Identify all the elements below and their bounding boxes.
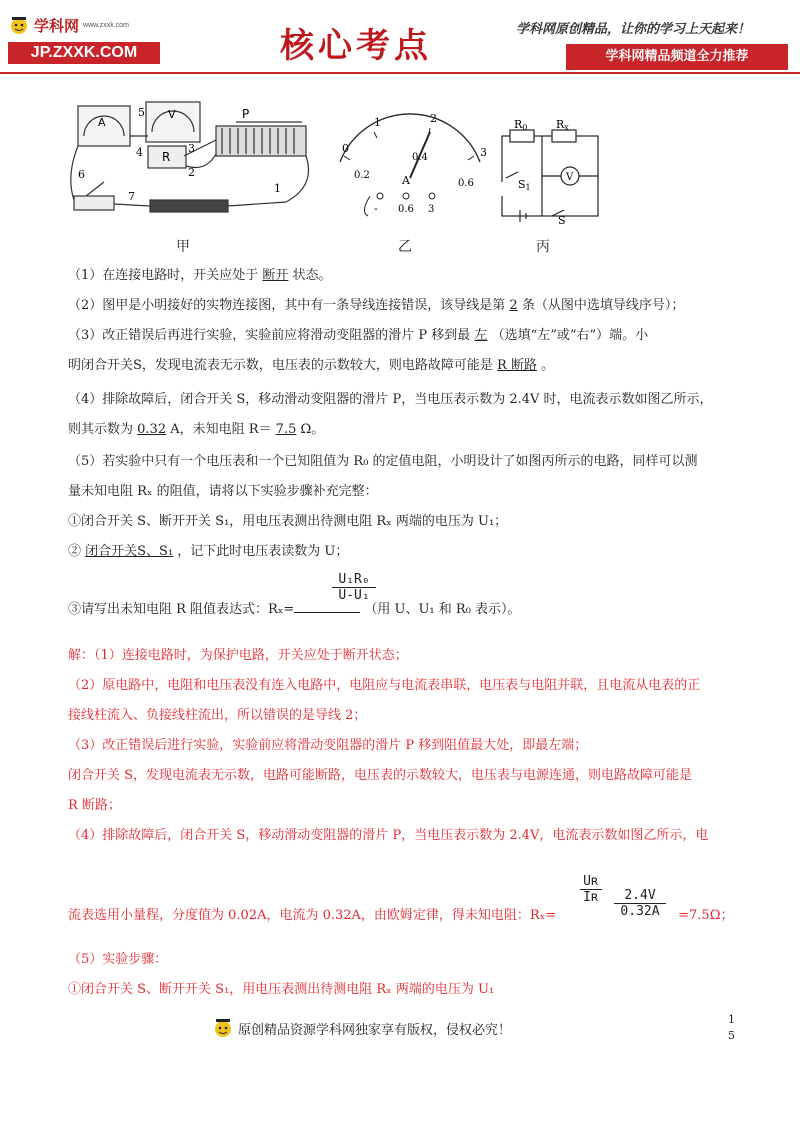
scale-top-0: 0: [342, 142, 349, 155]
solution-3c: R 断路；: [68, 798, 121, 813]
solution-2b: 接线柱流入、负接线柱流出，所以错误的是导线 2；: [68, 708, 367, 723]
answer-3b: R 断路: [497, 358, 537, 373]
question-5b: 量未知电阻 Rₓ 的阻值，请将以下实验步骤补充完整：: [68, 484, 378, 499]
solution-4b: 流表选用小量程，分度值为 0.02A，电流为 0.32A，由欧姆定律，得未知电阻：Rₓ= =7.5Ω；: [68, 908, 734, 923]
answer-2: 2: [509, 298, 518, 313]
solution-5: （5）实验步骤：: [68, 952, 168, 967]
question-3: （3）改正错误后再进行实验，实验前应将滑动变阻器的滑片 P 移到最 左 （选填“左”或“右”）端。小: [68, 328, 649, 343]
wire-7-label: 7: [128, 190, 135, 203]
figure-jia-circuit: [66, 96, 326, 226]
scale-top-3: 3: [480, 146, 487, 159]
answer-5-step2: 闭合开关S、S₁: [85, 544, 174, 559]
formula-ur-ir: Uʀ Iʀ: [580, 874, 602, 905]
question-4b: 则其示数为 0.32 A，未知电阻 R＝ 7.5 Ω。: [68, 422, 325, 437]
scale-top-1: 1: [374, 116, 381, 129]
wire-3-label: 3: [188, 142, 195, 155]
scale-bottom-1: 0.4: [412, 152, 428, 163]
terminal-0-6: 0.6: [398, 204, 414, 215]
resistor-label: R: [162, 150, 171, 164]
question-2: （2）图甲是小明接好的实物连接图，其中有一条导线连接错误，该导线是第 2 条（从图中选填导线序号）；: [68, 298, 685, 313]
voltmeter-symbol: V: [566, 172, 574, 183]
answer-1: 断开: [262, 268, 289, 283]
wire-4-label: 4: [136, 146, 143, 159]
header-banner[interactable]: 学科网精品频道全力推荐: [566, 44, 788, 70]
r0-label: R0: [514, 118, 528, 132]
wire-6-label: 6: [78, 168, 85, 181]
formula-values: 2.4V 0.32A: [614, 888, 666, 919]
footer: [212, 1016, 511, 1040]
question-3b: 明闭合开关S，发现电流表无示数，电压表的示数较大，则电路故障可能是 R 断路 。: [68, 358, 555, 373]
mascot-icon: [212, 1016, 234, 1040]
solution-1: 解：（1）连接电路时，为保护电路，开关应处于断开状态；: [68, 648, 408, 663]
caption-jia: 甲: [176, 239, 190, 255]
logo-badge: JP.ZXXK.COM: [8, 42, 160, 64]
voltmeter-label: V: [168, 108, 176, 121]
s-label: S: [558, 214, 566, 226]
caption-bing: 丙: [536, 239, 550, 255]
solution-3a: （3）改正错误后进行实验，实验前应将滑动变阻器的滑片 P 移到阻值最大处，即最左端；: [68, 738, 588, 753]
answer-3: 左: [474, 328, 488, 343]
header-divider: [0, 72, 800, 74]
scale-bottom-0: 0.2: [354, 170, 370, 181]
wire-2-label: 2: [188, 166, 195, 179]
wire-5-label: 5: [138, 106, 145, 119]
s1-label: S1: [518, 178, 531, 192]
answer-4-resistance: 7.5: [275, 422, 297, 437]
page-title: 核心考点: [280, 26, 432, 66]
footer-copyright: 原创精品资源学科网独家享有版权，侵权必究！: [238, 1022, 512, 1038]
solution-3b: 闭合开关 S，发现电流表无示数，电路可能断路，电压表的示数较大，电压表与电源连通，则电路故障可能是: [68, 768, 693, 783]
figure-bing-schematic: [496, 116, 606, 226]
ammeter-unit: A: [402, 174, 410, 187]
question-5-step2: ② 闭合开关S、S₁ ，记下此时电压表读数为 U；: [68, 544, 349, 559]
question-4a: （4）排除故障后，闭合开关 S，移动滑动变阻器的滑片 P，当电压表示数为 2.4V 时，电流表示数如图乙所示，: [68, 392, 713, 407]
caption-yi: 乙: [398, 239, 412, 255]
formula-rx: U₁R₀ U-U₁: [332, 572, 376, 603]
solution-4a: （4）排除故障后，闭合开关 S，移动滑动变阻器的滑片 P，当电压表示数为 2.4V，电流表示数如图乙所示，电: [68, 828, 709, 843]
page-number: 1 5: [728, 1013, 735, 1042]
question-5a: （5）若实验中只有一个电压表和一个已知阻值为 R₀ 的定值电阻，小明设计了如图丙所示的电路，同样可以测: [68, 454, 698, 469]
answer-4-current: 0.32: [137, 422, 167, 437]
question-1: （1）在连接电路时，开关应处于 断开 状态。: [68, 268, 332, 283]
slider-label: P: [242, 107, 250, 121]
logo-url: www.zxxk.com: [83, 21, 129, 29]
logo-name: 学科网: [34, 16, 80, 35]
scale-bottom-2: 0.6: [458, 178, 474, 189]
solution-2a: （2）原电路中，电阻和电压表没有连入电路中，电阻应与电流表串联，电压表与电阻并联，且电流从电表的正: [68, 678, 701, 693]
terminal-minus: -: [374, 202, 378, 215]
question-5-step1: ①闭合开关 S、断开开关 S₁，用电压表测出待测电阻 Rₓ 两端的电压为 U₁；: [68, 514, 508, 529]
ammeter-label: A: [98, 116, 106, 129]
header-slogan: 学科网原创精品，让你的学习上天起来！: [516, 22, 751, 37]
figure-yi-ammeter: [330, 112, 490, 222]
wire-1-label: 1: [274, 182, 281, 195]
question-5-step3: ③请写出未知电阻 R 阻值表达式：Rₓ= （用 U、U₁ 和 R₀ 表示）。: [68, 602, 521, 617]
rx-label: Rx: [556, 118, 569, 132]
solution-5-step1: ①闭合开关 S、断开开关 S₁，用电压表测出待测电阻 Rₓ 两端的电压为 U₁: [68, 982, 495, 997]
terminal-3: 3: [428, 204, 435, 215]
mascot-icon: [8, 14, 30, 36]
scale-top-2: 2: [430, 112, 437, 125]
site-logo[interactable]: [8, 14, 160, 64]
